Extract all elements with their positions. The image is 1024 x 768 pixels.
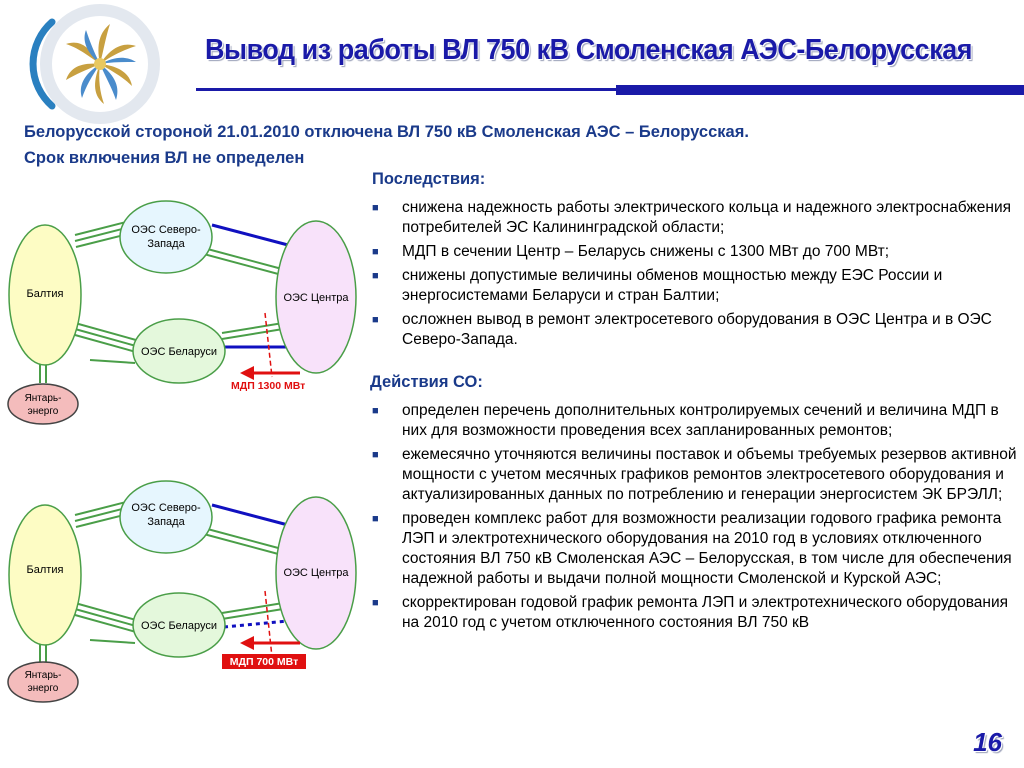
blue-line-nw-center bbox=[212, 225, 288, 245]
actions-list bbox=[370, 401, 1020, 637]
node-yantar-label-line1: Янтарь- bbox=[24, 670, 62, 681]
node-nw-label-line1: ОЭС Северо- bbox=[131, 502, 201, 514]
node-nw-label-line2: Запада bbox=[147, 516, 185, 528]
node-baltia-label: Балтия bbox=[26, 564, 64, 576]
actions-title: Действия СО: bbox=[370, 373, 483, 391]
title-underline-bar bbox=[616, 85, 1024, 95]
title-underline bbox=[196, 88, 616, 91]
node-center-label: ОЭС Центра bbox=[283, 567, 349, 579]
square-bullet-icon: ■ bbox=[372, 597, 379, 609]
node-yantar bbox=[8, 662, 78, 702]
node-nw-label-line2: Запада bbox=[147, 238, 185, 250]
node-yantar bbox=[8, 384, 78, 424]
node-nw-label-line1: ОЭС Северо- bbox=[131, 224, 201, 236]
page-title: Вывод из работы ВЛ 750 кВ Смоленская АЭС-Белорусская bbox=[205, 34, 973, 66]
list-item: ■ проведен комплекс работ для возможности реализации годового графика ремонта ЛЭП и электротехнического оборудования на 2010 год в условиях отключенного состояния ВЛ 750 кВ Смоленская АЭС – Белорусская, в том числе для обеспечения надежной работы и выдачи полной мощности Смоленской и Курской АЭС; bbox=[372, 510, 1012, 587]
page-number: 16 bbox=[973, 727, 1002, 757]
lead-text-line2: Срок включения ВЛ не определен bbox=[24, 149, 305, 167]
mdp-label: МДП 700 МВт bbox=[229, 656, 299, 668]
node-yantar-label-line2: энерго bbox=[27, 683, 59, 694]
arrow-head-icon bbox=[240, 366, 254, 380]
square-bullet-icon: ■ bbox=[372, 314, 379, 326]
node-center-label: ОЭС Центра bbox=[283, 292, 349, 304]
list-item: ■ снижена надежность работы электрического кольца и надежного электроснабжения потребителей ЭС Калининградской области; bbox=[372, 199, 1012, 236]
blue-line-nw-center bbox=[212, 505, 288, 525]
list-item: ■ снижены допустимые величины обменов мощностью между ЕЭС России и энергосистемами Беларуси и стран Балтии; bbox=[372, 267, 943, 304]
mdp-label: МДП 1300 МВт bbox=[231, 380, 306, 392]
lead-text-line1: Белорусской стороной 21.01.2010 отключена ВЛ 750 кВ Смоленская АЭС – Белорусская. bbox=[24, 123, 749, 141]
square-bullet-icon: ■ bbox=[372, 246, 379, 258]
consequences-list bbox=[370, 198, 1020, 354]
company-logo-icon bbox=[8, 4, 198, 124]
list-item: ■ МДП в сечении Центр – Беларусь снижены с 1300 МВт до 700 МВт; bbox=[372, 243, 890, 260]
square-bullet-icon: ■ bbox=[372, 270, 379, 282]
node-nw bbox=[120, 201, 212, 273]
square-bullet-icon: ■ bbox=[372, 513, 379, 525]
node-belarus-label: ОЭС Беларуси bbox=[141, 346, 217, 358]
list-item: ■ осложнен вывод в ремонт электросетевого оборудования в ОЭС Центра и в ОЭС Северо-Запада. bbox=[372, 311, 992, 348]
list-item: ■ определен перечень дополнительных контролируемых сечений и величина МДП в них для возможности проведения всех запланированных ремонтов; bbox=[372, 402, 999, 439]
list-item: ■ ежемесячно уточняются величины поставок и объемы требуемых резервов активной мощности с учетом месячных графиков ремонтов электросетевого оборудования и актуализированных данных по потреблению и генерации энергосистем ЭК БРЭЛЛ; bbox=[372, 446, 1017, 503]
consequences-title: Последствия: bbox=[372, 170, 486, 188]
mdp-section-line bbox=[265, 313, 272, 377]
node-belarus-label: ОЭС Беларуси bbox=[141, 620, 217, 632]
node-yantar-label-line2: энерго bbox=[27, 406, 59, 417]
node-yantar-label-line1: Янтарь- bbox=[24, 393, 62, 404]
arrow-head-icon bbox=[240, 636, 254, 650]
node-baltia-label: Балтия bbox=[26, 288, 64, 300]
square-bullet-icon: ■ bbox=[372, 449, 379, 461]
network-diagram-1 bbox=[0, 185, 365, 430]
blue-line-belarus-center-disabled bbox=[224, 621, 288, 627]
square-bullet-icon: ■ bbox=[372, 202, 379, 214]
square-bullet-icon: ■ bbox=[372, 405, 379, 417]
network-diagram-2 bbox=[0, 465, 365, 720]
list-item: ■ скорректирован годовой график ремонта ЛЭП и электротехнического оборудования на 2010 год с учетом отключенного состояния ВЛ 750 кВ bbox=[372, 594, 1009, 631]
